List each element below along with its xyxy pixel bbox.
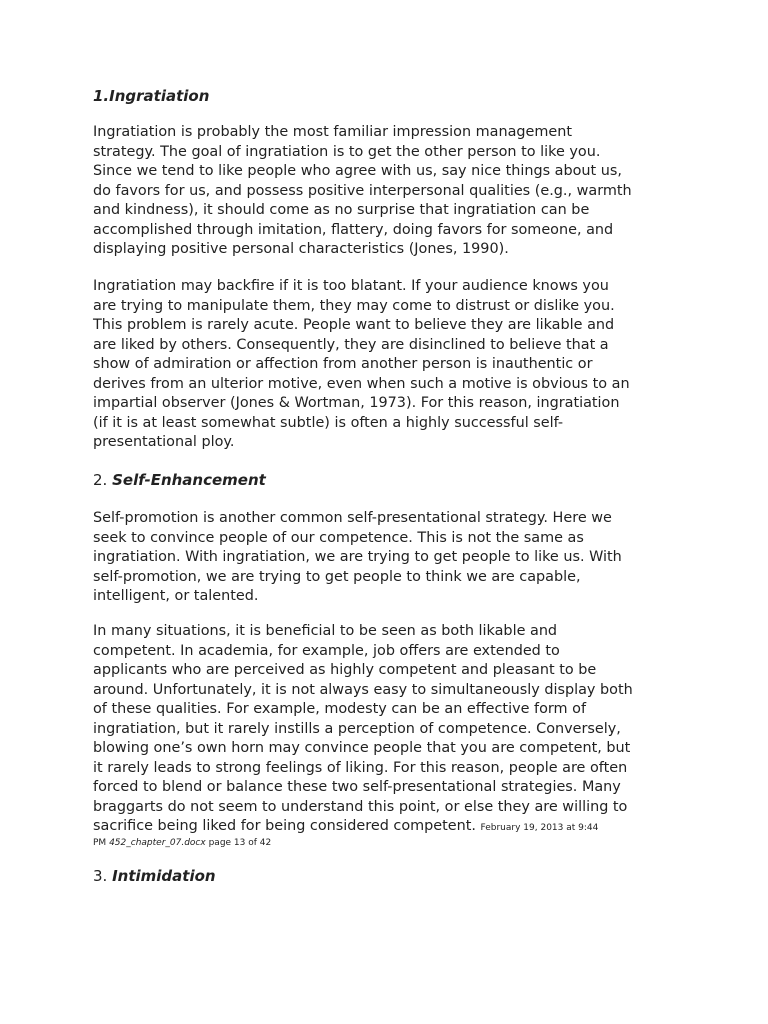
text-line: impartial observer (Jones & Wortman, 1973). For this reason, ingratiation	[93, 395, 620, 411]
text-line: forced to blend or balance these two self-presentational strategies. Many	[93, 779, 621, 795]
text-line: Ingratiation may backfire if it is too blatant. If your audience knows you	[93, 278, 609, 294]
text-line: (if it is at least somewhat subtle) is often a highly successful self-	[93, 414, 564, 431]
section-title: Intimidation	[112, 867, 216, 885]
comment-timestamp: February 19, 2013 at 9:44	[480, 823, 599, 833]
section-heading-3	[93, 867, 216, 886]
text-line: In many situations, it is beneficial to be seen as both likable and	[93, 623, 558, 639]
text-line: derives from an ulterior motive, even when such a motive is obvious to an	[93, 375, 630, 392]
text-line: do favors for us, and possess positive interpersonal qualities (e.g., warmth	[93, 182, 632, 199]
section-number: 3.	[93, 867, 113, 885]
text-line: ingratiation. With ingratiation, we are trying to get people to like us. With	[93, 549, 622, 565]
text-line: show of admiration or affection from another person is inauthentic or	[93, 356, 593, 372]
paragraph-1	[93, 123, 693, 260]
text-line: presentational ploy.	[93, 434, 235, 450]
text-line: and kindness), it should come as no surprise that ingratiation can be	[93, 202, 590, 218]
text-line: displaying positive personal characteristics (Jones, 1990).	[93, 241, 509, 257]
text-line: are trying to manipulate them, they may come to distrust or dislike you.	[93, 297, 615, 314]
text-line: Since we tend to like people who agree with us, say nice things about us,	[93, 163, 622, 179]
text-line: of these qualities. For example, modesty can be an effective form of	[93, 701, 587, 717]
text-line: This problem is rarely acute. People want to believe they are likable and	[93, 317, 615, 333]
text-line: competent. In academia, for example, job offers are extended to	[93, 642, 560, 659]
comment-meta-line	[93, 837, 693, 849]
section-title: Ingratiation	[109, 87, 210, 105]
text-line: Ingratiation is probably the most familiar impression management	[93, 124, 573, 140]
text-line: blowing one’s own horn may convince people that you are competent, but	[93, 740, 631, 756]
section-number: 2.	[93, 471, 113, 489]
text-line: around. Unfortunately, it is not always easy to simultaneously display both	[93, 681, 633, 698]
section-heading-2	[93, 471, 266, 490]
text-line: intelligent, or talented.	[93, 588, 259, 604]
paragraph-4	[93, 622, 693, 849]
text-line: braggarts do not seem to understand this point, or else they are willing to	[93, 798, 628, 815]
section-number: 1.	[93, 87, 110, 105]
text-line: it rarely leads to strong feelings of liking. For this reason, people are often	[93, 759, 628, 776]
text-line: Self-promotion is another common self-presentational strategy. Here we	[93, 510, 612, 526]
section-title: Self-Enhancement	[112, 471, 266, 489]
text-line: strategy. The goal of ingratiation is to get the other person to like you.	[93, 143, 601, 160]
text-line: ingratiation, but it rarely instills a perception of competence. Conversely,	[93, 720, 621, 737]
paragraph-3	[93, 509, 693, 607]
comment-timestamp-suffix: PM	[93, 837, 107, 848]
text-line-content: sacrifice being liked for being considered competent.	[93, 818, 476, 834]
text-line: self-promotion, we are trying to get people to think we are capable,	[93, 568, 581, 585]
text-line: applicants who are perceived as highly competent and pleasant to be	[93, 662, 597, 678]
section-heading-1	[93, 87, 209, 106]
paragraph-2	[93, 277, 693, 453]
comment-filename: 452_chapter_07.docx	[109, 837, 206, 848]
text-line: are liked by others. Consequently, they are disinclined to believe that a	[93, 336, 609, 353]
text-line	[93, 817, 693, 837]
text-line: seek to convince people of our competence. This is not the same as	[93, 529, 584, 546]
comment-page-info: page 13 of 42	[208, 837, 272, 848]
text-line: accomplished through imitation, flattery, doing favors for someone, and	[93, 221, 614, 238]
